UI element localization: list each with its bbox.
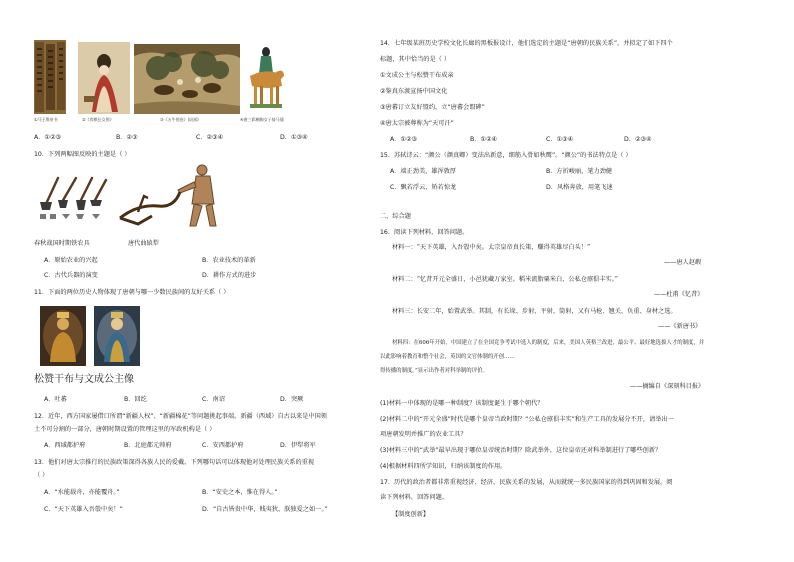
q17-stem-line2: 读下列材料，回答问题。 bbox=[380, 494, 449, 501]
q12-option-c: C．安西都护府 bbox=[202, 442, 244, 449]
q10-option-b: B．农业技术的革新 bbox=[202, 257, 256, 264]
q11-option-a: A．吐蕃 bbox=[44, 396, 67, 403]
q11-option-d: D．突厥 bbox=[280, 396, 304, 403]
q12-option-b: B．北庭都元帅府 bbox=[124, 442, 172, 449]
q15-option-b: B．方折峻丽，笔力劲健 bbox=[546, 168, 613, 175]
q16-subquestion-2-line2: 项唐朝发明并推广的农业工具？ bbox=[380, 431, 467, 438]
princess-wencheng-portrait-image bbox=[94, 306, 140, 366]
q16-subquestion-3: (3)材料三中的“武举”最早出现于哪位皇帝统治时期？除武举外，这位皇帝还对科举制进行了哪些创新？ bbox=[380, 447, 662, 454]
material-3-source: ——《新唐书》 bbox=[658, 323, 702, 330]
q12-option-a: A．西域都护府 bbox=[44, 442, 86, 449]
weiqi-lady-painting-image bbox=[78, 42, 130, 114]
q13-option-a: A．“水能载舟，亦能覆舟。” bbox=[44, 489, 120, 496]
q9-option-a: A．①②③ bbox=[34, 134, 62, 141]
q14-option-b: B．①②④ bbox=[470, 136, 498, 143]
q15-option-a: A．端正劲美，雄浑敦厚 bbox=[390, 168, 457, 175]
q17-section-tag: 【制度创新】 bbox=[392, 511, 430, 518]
q14-item-1: ①文成公主与松赞干布成亲 bbox=[380, 72, 454, 79]
q15-option-c: C．飘若浮云，矫若惊龙 bbox=[390, 184, 457, 191]
q10-stem: 10．下列两幅图反映的主题是（ ） bbox=[34, 151, 131, 158]
iron-tools-caption: 春秋战国时期铁农具 bbox=[34, 240, 90, 247]
q16-stem: 16．阅读下列材料，回答问题。 bbox=[380, 229, 469, 236]
q14-stem-line1: 14．七年级某班历史学校文化长廊的黑板报设计，他们选定的主题是“唐朝的民族关系”，并拟定了如下四个 bbox=[380, 40, 673, 47]
figure-caption-1: ①马王堆帛书 bbox=[34, 117, 58, 122]
q13-stem-line1: 13．他们对唐太宗推行的民族政策深得各族人民的爱戴，下列哪句话可以体现他对处理民族关系的重视 bbox=[34, 459, 315, 466]
material-2-source: ——杜甫《忆昔》 bbox=[654, 291, 704, 298]
q9-option-c: C．②③④ bbox=[196, 134, 224, 141]
q9-option-d: D．①③④ bbox=[280, 134, 308, 141]
material-1: 材料一：“天下英雄，入吾彀中矣。太宗皇帝真长策，赚得英雄尽白头！” bbox=[392, 244, 591, 251]
material-2: 材料二：“忆昔开元全盛日，小邑犹藏万家室。稻米流脂粟米白，公私仓廪俱丰实。” bbox=[392, 276, 618, 283]
q14-item-4: ④唐太宗被尊称为“天可汗” bbox=[380, 120, 454, 127]
q13-stem-line2: （ ） bbox=[34, 472, 49, 479]
q16-subquestion-4: (4)根据材料四所学知识，归纳该制度的作用。 bbox=[380, 463, 507, 470]
material-4-line3: 得传播的制度。”显示出作者对科举制的评价。 bbox=[380, 368, 488, 374]
figure-caption-4: ④唐三彩釉陶女子骑马俑 bbox=[240, 117, 284, 122]
q17-stem-line1: 17．历代的政治者都非常重视经济、经济、民族关系的发展，从而就统一多民族国家的得到巩固和发展。阅 bbox=[380, 479, 673, 486]
plough-caption: 唐代曲辕犁 bbox=[128, 240, 159, 247]
curved-plough-image bbox=[118, 160, 228, 232]
five-oxen-painting-image bbox=[134, 44, 240, 114]
q12-stem-line2: 土不可分割的一部分，唐朝时期设置的管理这里的军政机构是（ ） bbox=[34, 426, 216, 433]
material-4-source: ——摘编自《深刻科目报》 bbox=[630, 383, 705, 390]
q10-option-c: C．古代兵器的演变 bbox=[44, 272, 98, 279]
q14-stem-line2: 标题，其中恰当的是（ ） bbox=[380, 56, 451, 63]
q10-option-d: D．耕作方式的进步 bbox=[202, 272, 257, 279]
q15-option-d: D．风格奔放，用笔飞速 bbox=[546, 184, 613, 191]
q11-option-b: B．回纥 bbox=[124, 396, 147, 403]
q14-option-a: A．①②③ bbox=[390, 136, 418, 143]
q14-item-3: ③唐蕃订立友好盟约，立“唐蕃会盟碑” bbox=[380, 104, 485, 111]
material-1-source: ——唐人赵嘏 bbox=[664, 259, 702, 266]
q11-option-c: C．南诏 bbox=[202, 396, 225, 403]
q9-option-b: B．②③ bbox=[116, 134, 138, 141]
q12-stem-line1: 12．近年，西方国家屡借口所谓“新疆人权”、“新疆棉花”等问题挑起事端。新疆（西域）自古以来是中国领 bbox=[34, 413, 327, 420]
q14-option-d: D．②③④ bbox=[624, 136, 652, 143]
silk-manuscript-image bbox=[34, 40, 66, 114]
material-4-line1: 材料四：在606年开始，中国建立了在全国竞争考试中选人的制度，后来，美国人英格兰改进，最公平、最好地选拔人才的制度，并 bbox=[392, 340, 705, 346]
iron-tools-image bbox=[36, 172, 110, 220]
tricolor-horse-rider-image bbox=[246, 42, 286, 114]
material-4-line2: 以此影响着教育和整个社会，英国的文官体制的开创…… bbox=[380, 354, 515, 360]
q11-figure-caption: 松赞干布与文成公主像 bbox=[34, 374, 134, 385]
q16-subquestion-1: (1)材料一中体现的是哪一种制度？该制度诞生于哪个朝代？ bbox=[380, 400, 544, 407]
material-3: 材料三：长安二年，始置武举。其制，有长垛、步射、平射、筒射，又有马枪、翘关、负重、身材之选。 bbox=[392, 308, 677, 315]
q12-option-d: D．伊犁将军 bbox=[280, 442, 316, 449]
q15-stem: 15．苏轼诗云：“颜公（颜真卿）变法出新意，细筋入骨如秋鹰”。“颜公”的书法特点是（ ） bbox=[380, 152, 632, 159]
figure-caption-2: ②《弈棋仕女图》 bbox=[82, 117, 114, 122]
figure-caption-3: ③《五牛图卷》(局部) bbox=[160, 117, 199, 122]
songtsen-gampo-portrait-image bbox=[40, 306, 86, 366]
q14-option-c: C．①③④ bbox=[546, 136, 574, 143]
q14-item-2: ②鉴真东渡宣扬中国文化 bbox=[380, 88, 448, 95]
q11-stem: 11．下面的两位历史人物体现了唐朝与哪一少数民族间的友好关系（ ） bbox=[34, 289, 230, 296]
q10-option-a: A．原始农业的兴起 bbox=[44, 257, 98, 264]
q13-option-c: C．“天下英雄入吾彀中矣！” bbox=[44, 506, 123, 513]
q13-option-b: B．“安史之本，惟在得人。” bbox=[202, 489, 278, 496]
q16-subquestion-2-line1: (2)材料二中的“开元全盛”时代是哪个皇帝当政时期？“公私仓廪俱丰实”和生产工具的发展分不开，请举出一 bbox=[380, 416, 674, 423]
section-heading: 二、综合题 bbox=[380, 213, 411, 220]
q13-option-d: D．“自古皆贵中华，贱夷狄，朕独爱之如一。” bbox=[202, 506, 328, 513]
